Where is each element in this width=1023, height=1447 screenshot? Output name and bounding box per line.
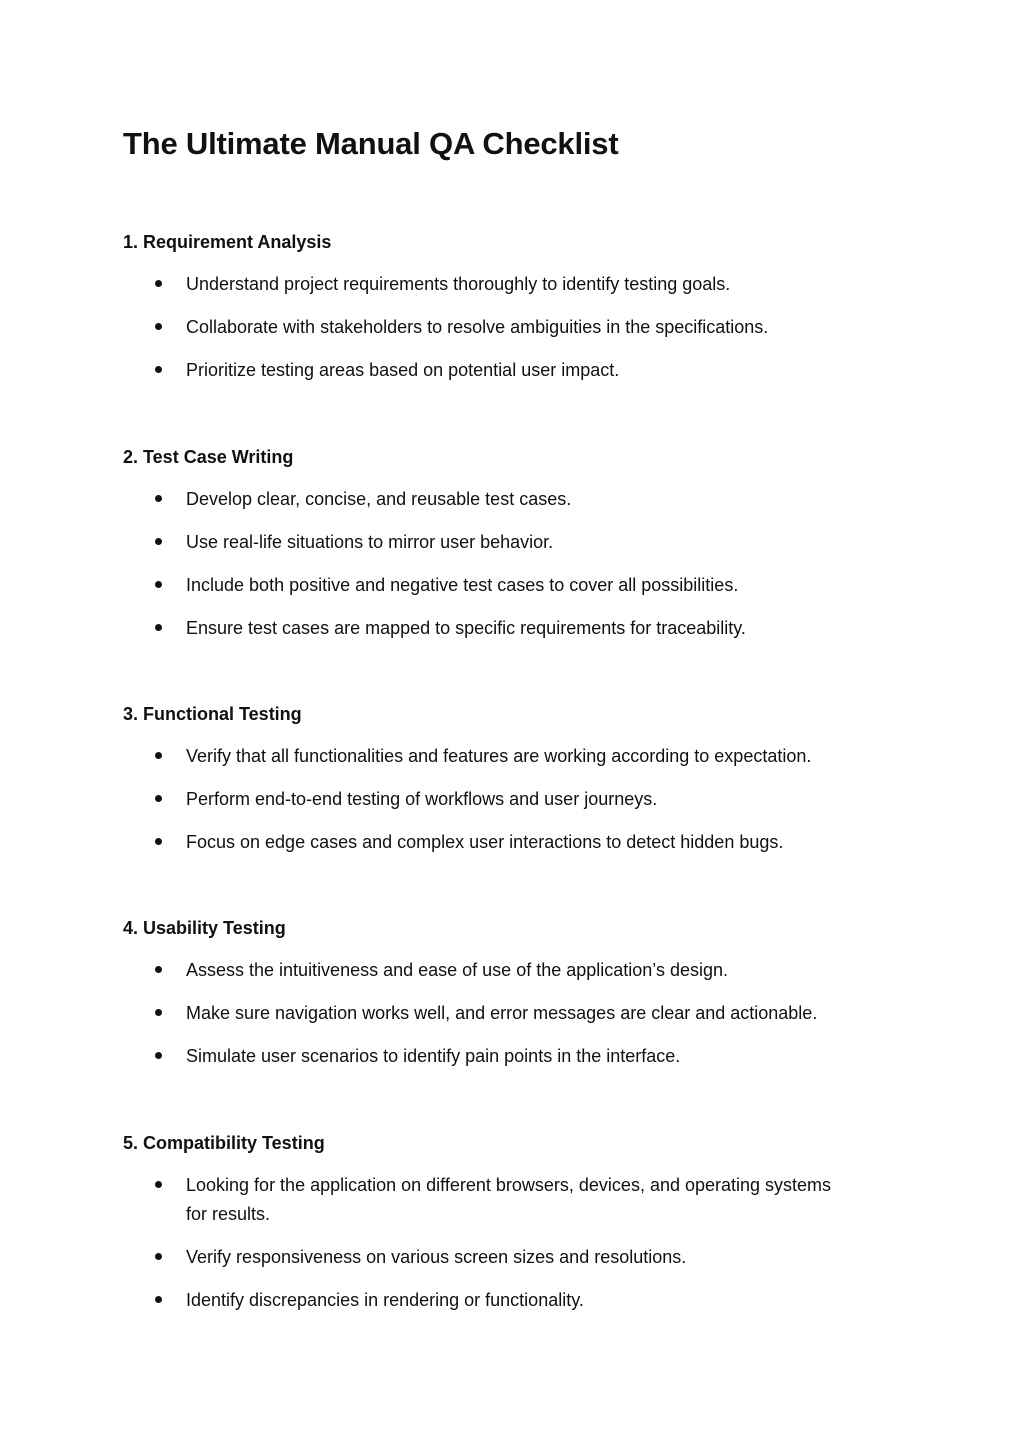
- bullet-icon: [155, 838, 162, 845]
- bullet-icon: [155, 1253, 162, 1260]
- list-item-text: Identify discrepancies in rendering or functionality.: [186, 1290, 584, 1310]
- list-item-text: Perform end-to-end testing of workflows and user journeys.: [186, 789, 658, 809]
- list-item-text: Collaborate with stakeholders to resolve ambiguities in the specifications.: [186, 317, 769, 337]
- list-item-text: Focus on edge cases and complex user interactions to detect hidden bugs.: [186, 832, 784, 852]
- bullet-icon: [155, 966, 162, 973]
- bullet-icon: [155, 323, 162, 330]
- bullet-icon: [155, 752, 162, 759]
- section-heading: 5. Compatibility Testing: [123, 1133, 325, 1153]
- bullet-icon: [155, 1181, 162, 1188]
- section-heading: 1. Requirement Analysis: [123, 232, 332, 252]
- bullet-icon: [155, 795, 162, 802]
- bullet-icon: [155, 280, 162, 287]
- list-item-text: Make sure navigation works well, and error messages are clear and actionable.: [186, 1003, 818, 1023]
- list-item-text: Ensure test cases are mapped to specific requirements for traceability.: [186, 618, 746, 638]
- bullet-icon: [155, 1296, 162, 1303]
- bullet-icon: [155, 1052, 162, 1059]
- bullet-icon: [155, 624, 162, 631]
- list-item-text: Include both positive and negative test cases to cover all possibilities.: [186, 575, 739, 595]
- bullet-icon: [155, 538, 162, 545]
- bullet-icon: [155, 366, 162, 373]
- bullet-icon: [155, 1009, 162, 1016]
- section-heading: 3. Functional Testing: [123, 704, 302, 724]
- list-item-text: Use real-life situations to mirror user behavior.: [186, 532, 554, 552]
- bullet-icon: [155, 581, 162, 588]
- section-heading: 4. Usability Testing: [123, 918, 286, 938]
- list-item-text: Looking for the application on different browsers, devices, and operating systems for results.: [186, 1175, 832, 1224]
- list-item-text: Prioritize testing areas based on potential user impact.: [186, 360, 620, 380]
- list-item-text: Develop clear, concise, and reusable test cases.: [186, 489, 572, 509]
- list-item-text: Verify responsiveness on various screen sizes and resolutions.: [186, 1247, 687, 1267]
- list-item-text: Understand project requirements thoroughly to identify testing goals.: [186, 274, 731, 294]
- list-item-text: Simulate user scenarios to identify pain points in the interface.: [186, 1046, 681, 1066]
- bullet-icon: [155, 495, 162, 502]
- section-heading: 2. Test Case Writing: [123, 447, 294, 467]
- page-title: The Ultimate Manual QA Checklist: [123, 126, 619, 161]
- list-item-text: Assess the intuitiveness and ease of use of the application’s design.: [186, 960, 729, 980]
- list-item-text: Verify that all functionalities and features are working according to expectation.: [186, 746, 812, 766]
